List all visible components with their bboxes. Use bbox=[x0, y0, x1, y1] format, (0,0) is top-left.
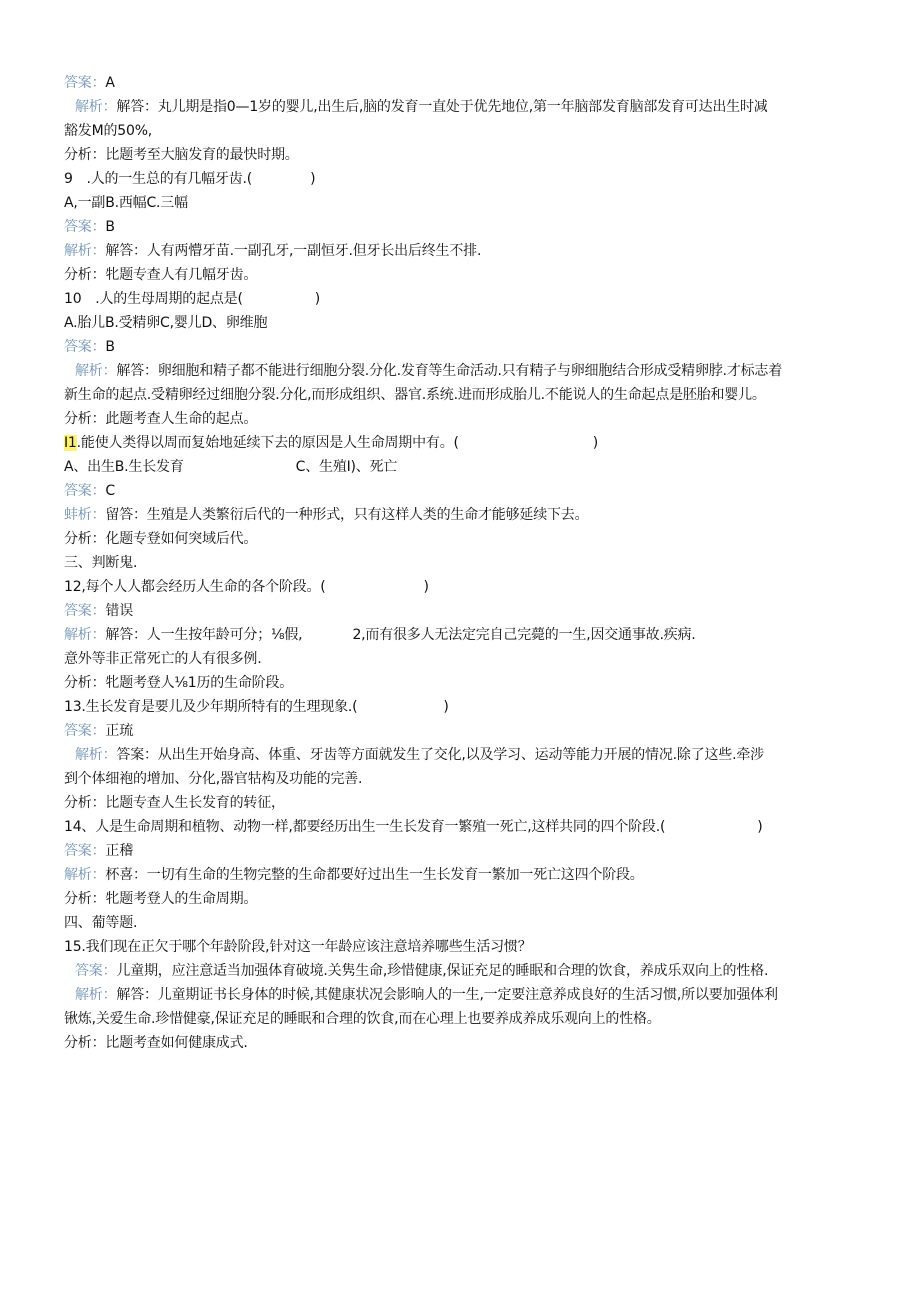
answer-line-15: 答案：儿童期，应注意适当加强体育破境.关隽生命,珍惜健康,保证充足的睡眠和合理的饮食，养成乐双向上的性格. bbox=[75, 963, 769, 979]
answer-line-8: 答案：A bbox=[64, 75, 115, 91]
answer-line-10: 答案：B bbox=[64, 339, 115, 355]
answer-line-12: 答案：错误 bbox=[64, 603, 134, 619]
analysis-line-8: 分析：比题考至大脑发育的最快时期。 bbox=[64, 147, 299, 163]
options-11: A、出生B.生长发育 C、生殖I)、死亡 bbox=[64, 459, 398, 475]
question-9: 9 .人的一生总的有几幅牙齿.( ) bbox=[64, 171, 316, 187]
explanation-line-15a: 解析：解答：儿童期证书长身体的时候,其健康状况会影晌人的一生,一定要注意养成良好的生活习惯,所以要加强体利 bbox=[75, 987, 778, 1003]
analysis-line-11: 分析：化题专登如何突域后代。 bbox=[64, 531, 258, 547]
explanation-line-8b: 豁发M的50%, bbox=[64, 123, 153, 139]
question-11: I1.能使人类得以周而复始地延续下去的原因是人生命周期中有。( ) bbox=[64, 435, 599, 451]
answer-line-11: 答案：C bbox=[64, 483, 115, 499]
answer-line-9: 答案：B bbox=[64, 219, 115, 235]
explanation-line-13a: 解析：答案：从出生开始身高、体重、牙齿等方面就发生了交化,以及学习、运动等能力开展的情况.除了这些.牵涉 bbox=[75, 747, 764, 763]
analysis-line-12: 分析：牝题考登人⅛1历的生命阶段。 bbox=[64, 675, 294, 691]
explanation-line-14: 解析：杯喜：一切有生命的生物完整的生命都要好过出生一生长发育一繁加一死亡这四个阶段。 bbox=[64, 867, 644, 883]
explanation-line-12a: 解析：解答：人一生按年龄可分；⅛假, 2,而有很多人无法定完自己完薨的一生,因交通事故.疾病. bbox=[64, 627, 696, 643]
question-14: 14、人是生命周期和植物、动物一样,都要经历出生一生长发育一繁殖一死亡,这样共同的四个阶段.( ) bbox=[64, 819, 763, 835]
question-15: 15.我们现在正欠于哪个年龄阶段,针对这一年龄应该注意培养哪些生活习惯？ bbox=[64, 939, 532, 955]
question-13: 13.生长发育是要儿及少年期所特有的生理现象.( ) bbox=[64, 699, 449, 715]
question-10: 10 .人的生母周期的起点是( ) bbox=[64, 291, 320, 307]
explanation-line-10b: 新生命的起点.受精卵经过细胞分裂.分化,而形成组织、器官.系统.进而形成胎儿.不能说人的生命起点是胚胎和婴儿。 bbox=[64, 387, 766, 403]
explanation-line-12b: 意外等非正常死亡的人有很多例. bbox=[64, 651, 262, 667]
explanation-line-10a: 解析：解答：卵细胞和精子都不能进行细胞分裂.分化.发育等生命活动.只有精子与卵细胞结合形成受精卵脖.才标志着 bbox=[75, 363, 783, 379]
options-10: A.胎儿B.受精卵C,婴儿D、卵维胞 bbox=[64, 315, 268, 331]
analysis-line-10: 分析：此题考查人生命的起点。 bbox=[64, 411, 258, 427]
section-heading-4: 四、葡等题. bbox=[64, 915, 138, 931]
highlight-mark: I1 bbox=[64, 435, 77, 451]
question-12: 12,每个人人都会经历人生命的各个阶段。( ) bbox=[64, 579, 429, 595]
explanation-line-11: 蚌析：留答：生殖是人类繁衍后代的一种形式，只有这样人类的生命才能够延续下去。 bbox=[64, 507, 589, 523]
analysis-line-9: 分析：牝题专查人有几幅牙齿。 bbox=[64, 267, 258, 283]
analysis-line-15: 分析：比题考查如何健康成式. bbox=[64, 1035, 248, 1051]
analysis-line-14: 分析：牝题考登人的生命周期。 bbox=[64, 891, 258, 907]
explanation-line-8a: 解析：解答：丸儿期是指0—1岁的婴儿,出生后,脑的发育一直处于优先地位,第一年脑部发育脑部发育可达出生时减 bbox=[75, 99, 768, 115]
section-heading-3: 三、判断鬼. bbox=[64, 555, 138, 571]
explanation-line-15b: 锹炼,关爱生命.珍惜健豪,保证充足的睡眠和合理的饮食,而在心理上也要养成养成乐观向上的性格。 bbox=[64, 1011, 661, 1027]
explanation-line-13b: 到个体细袍的增加、分化,器官牯构及功能的完善. bbox=[64, 771, 363, 787]
answer-line-13: 答案：正琉 bbox=[64, 723, 134, 739]
options-9: A,一副B.西幅C.三幅 bbox=[64, 195, 188, 211]
explanation-line-9: 解析：解答：人有两懵牙苗.一副孔牙,一副恒牙.但牙长出后终生不排. bbox=[64, 243, 482, 259]
answer-line-14: 答案：正稽 bbox=[64, 843, 134, 859]
analysis-line-13: 分析：比题专查人生长发育的转征， bbox=[64, 795, 285, 811]
